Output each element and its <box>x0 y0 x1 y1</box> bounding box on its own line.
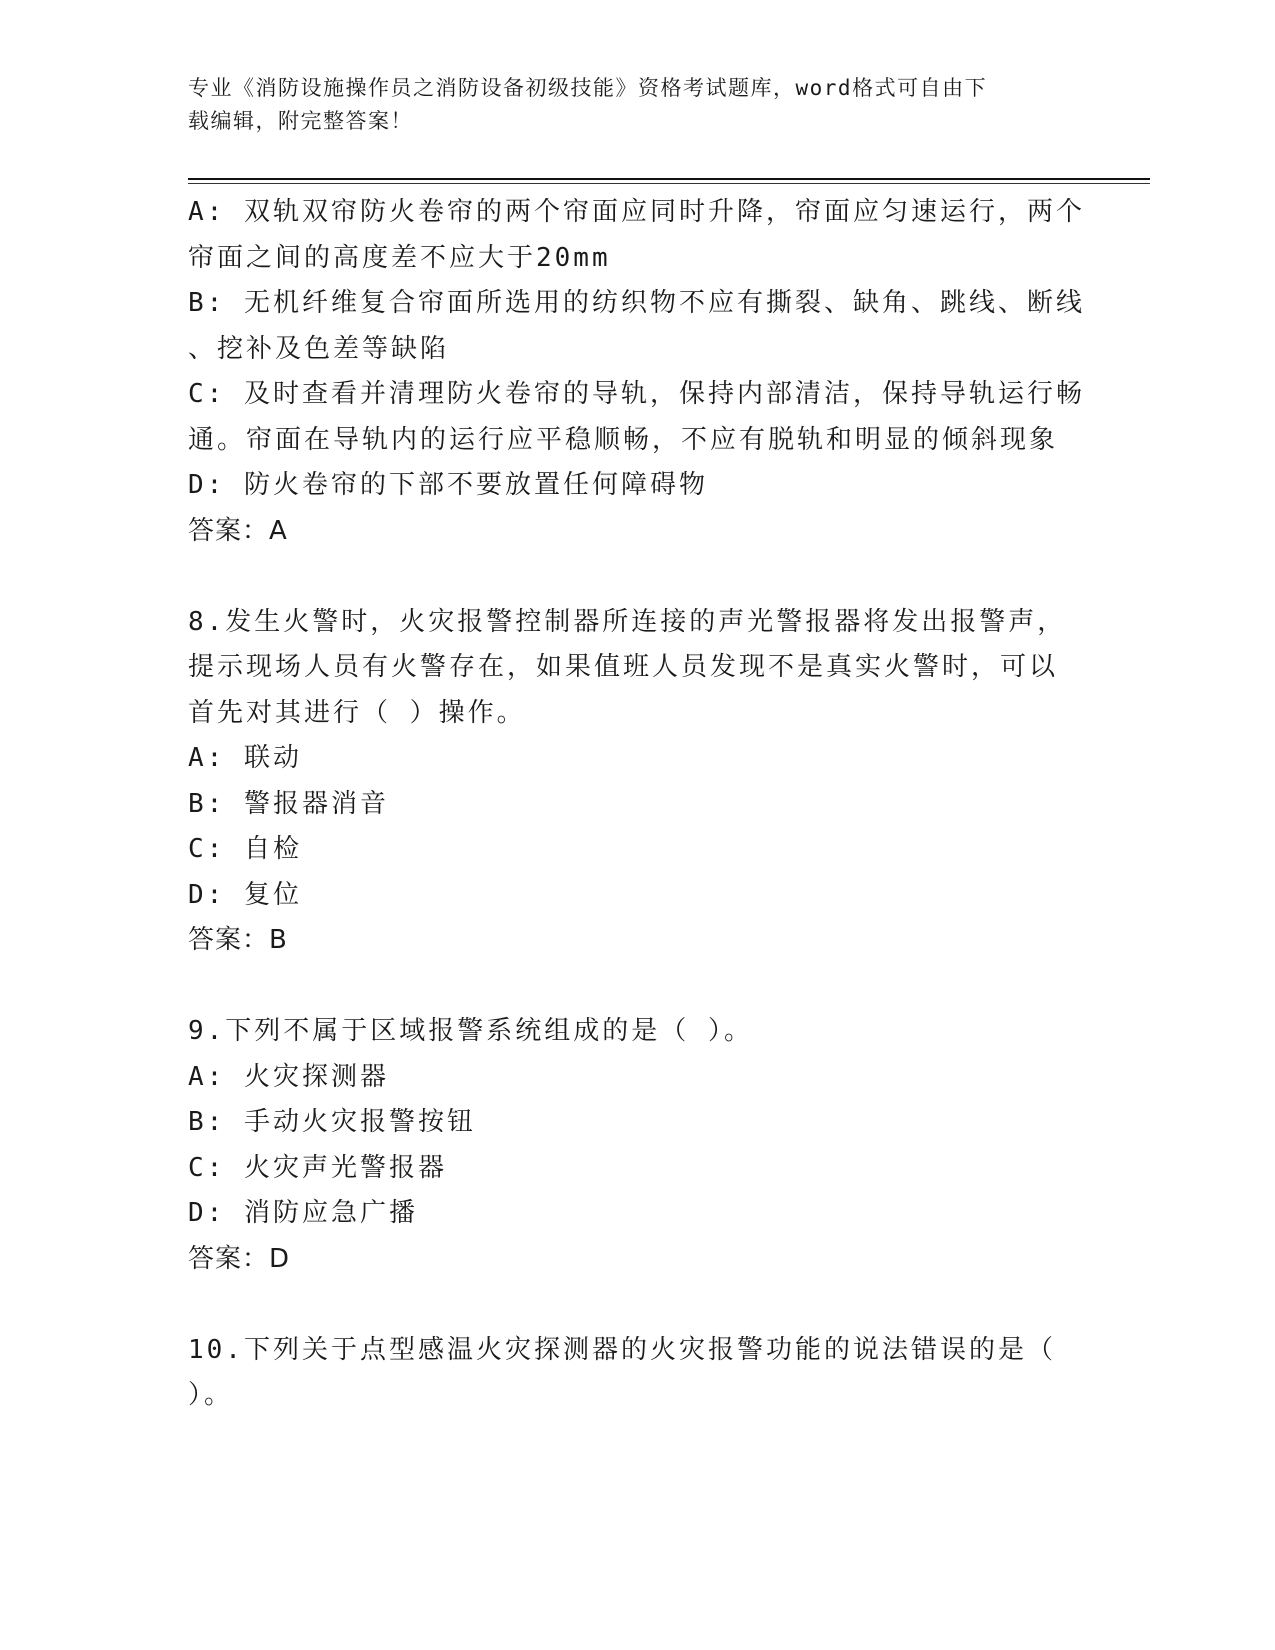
spacer <box>188 964 1088 1010</box>
q7-option-d: D: 防火卷帘的下部不要放置任何障碍物 <box>188 470 708 500</box>
q8-answer: 答案：B <box>188 925 288 955</box>
q7-option-c-line-2: 通。帘面在导轨内的运行应平稳顺畅，不应有脱轨和明显的倾斜现象 <box>188 424 1059 455</box>
q10-stem-line-1: 10.下列关于点型感温火灾探测器的火灾报警功能的说法错误的是（ <box>188 1334 1056 1365</box>
question-9 <box>188 1009 1088 1282</box>
header-line-1: 专业《消防设施操作员之消防设备初级技能》资格考试题库，word格式可自由下 <box>188 76 988 100</box>
question-7-options <box>188 190 1088 554</box>
spacer <box>188 554 1088 600</box>
q9-option-d: D: 消防应急广播 <box>188 1198 418 1228</box>
q9-stem: 9.下列不属于区域报警系统组成的是（ ）。 <box>188 1016 753 1046</box>
question-8 <box>188 600 1088 964</box>
header-rule-thin <box>188 183 1150 184</box>
q7-option-a-line-2: 帘面之间的高度差不应大于20mm <box>188 242 611 273</box>
q8-option-c: C: 自检 <box>188 834 302 864</box>
spacer <box>188 1282 1088 1328</box>
q8-option-d: D: 复位 <box>188 879 302 910</box>
q7-option-c-line-1: C: 及时查看并清理防火卷帘的导轨，保持内部清洁，保持导轨运行畅 <box>188 379 1085 409</box>
q7-answer: 答案：A <box>188 515 288 546</box>
q8-option-a: A: 联动 <box>188 743 302 773</box>
question-10 <box>188 1328 1088 1419</box>
q8-stem-line-3: 首先对其进行（ ）操作。 <box>188 697 526 728</box>
header-line-2: 载编辑，附完整答案！ <box>188 109 413 133</box>
q7-option-a-line-1: A: 双轨双帘防火卷帘的两个帘面应同时升降，帘面应匀速运行，两个 <box>188 197 1085 227</box>
q7-option-b-line-1: B: 无机纤维复合帘面所选用的纺织物不应有撕裂、缺角、跳线、断线 <box>188 288 1085 318</box>
q7-option-b-line-2: 、挖补及色差等缺陷 <box>188 333 450 364</box>
q9-option-a: A: 火灾探测器 <box>188 1061 389 1092</box>
header-rule-thick <box>188 178 1150 180</box>
q8-stem-line-2: 提示现场人员有火警存在，如果值班人员发现不是真实火警时，可以 <box>188 652 1059 682</box>
q8-option-b: B: 警报器消音 <box>188 788 389 819</box>
q10-stem-line-2: ）。 <box>188 1380 234 1410</box>
document-header <box>188 72 1088 138</box>
q8-stem-line-1: 8.发生火警时，火灾报警控制器所连接的声光警报器将发出报警声， <box>188 606 1067 637</box>
q9-option-b: B: 手动火灾报警按钮 <box>188 1107 476 1137</box>
question-list <box>188 190 1088 1419</box>
q9-answer: 答案：D <box>188 1243 291 1274</box>
q9-option-c: C: 火灾声光警报器 <box>188 1152 447 1183</box>
